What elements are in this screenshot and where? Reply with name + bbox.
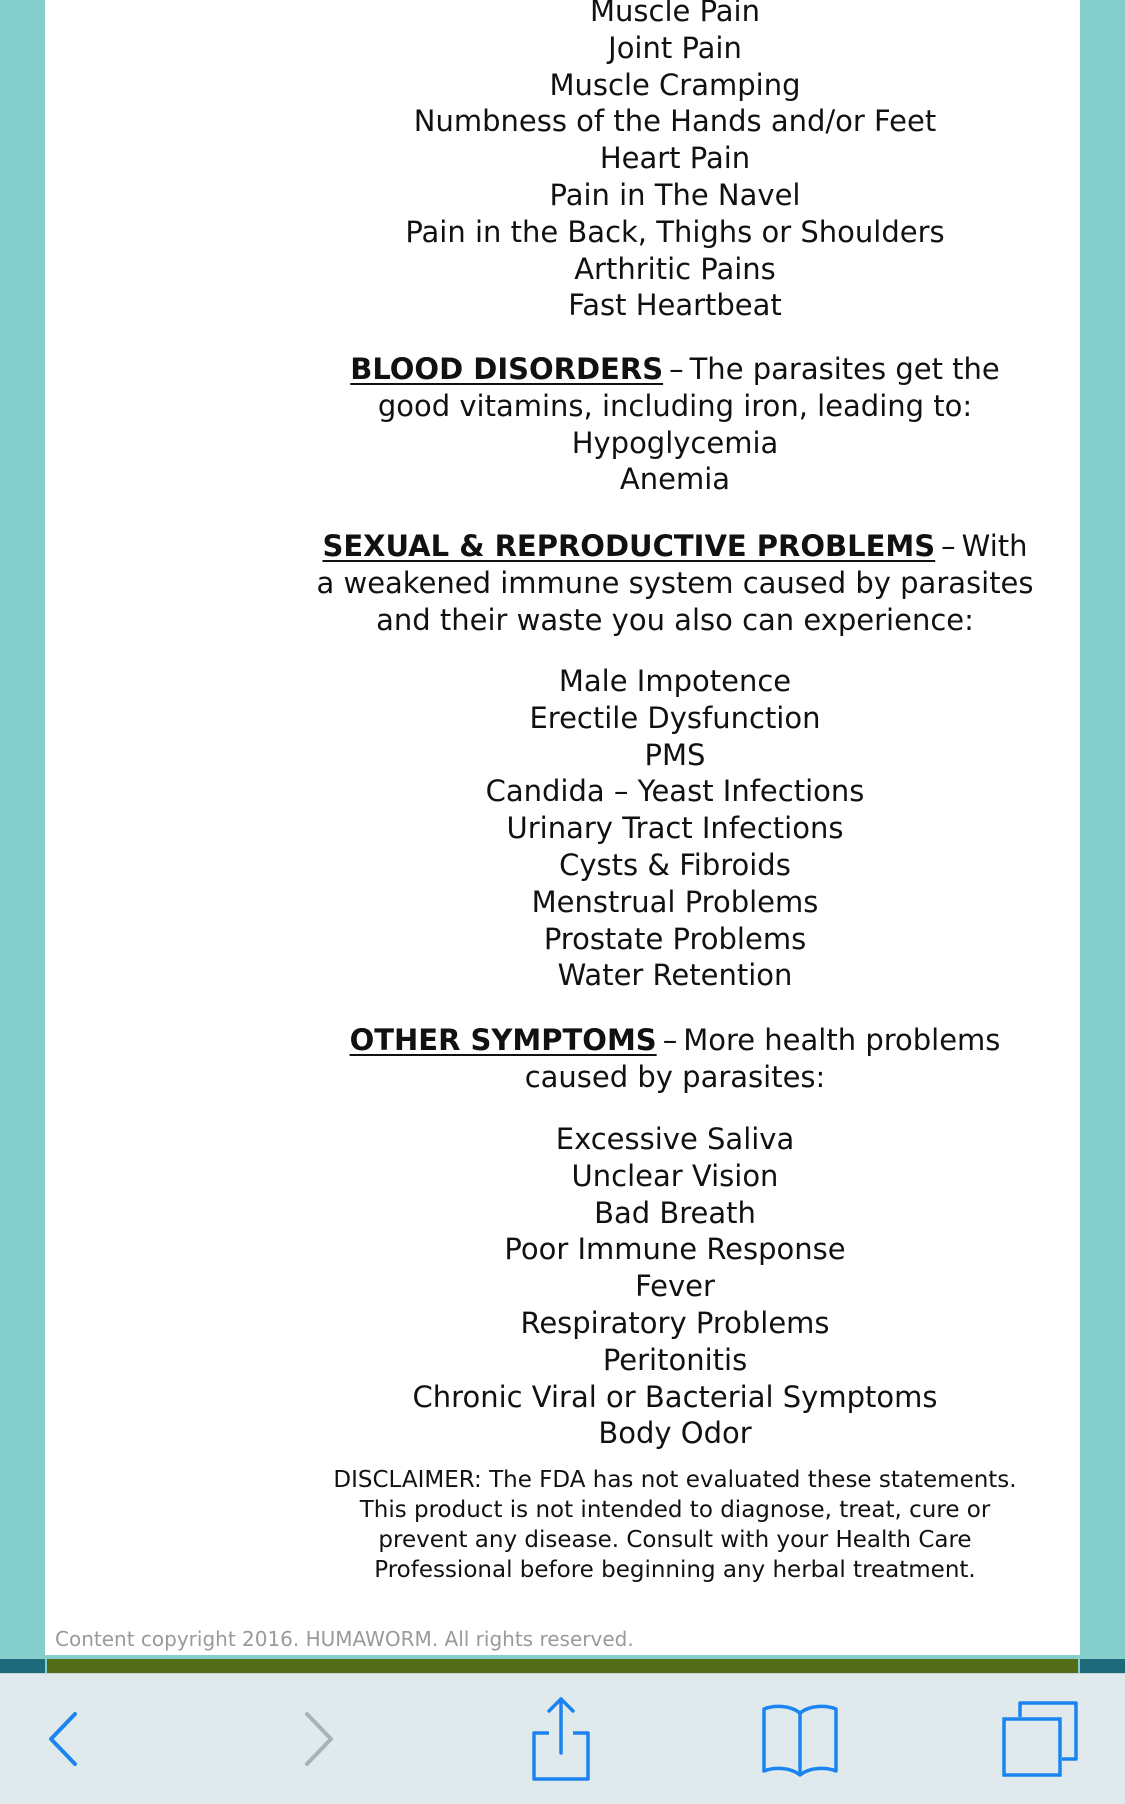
list-item: Cysts & Fibroids [559, 847, 791, 882]
intro-text: good vitamins, including iron, leading to: [377, 388, 973, 423]
intro-text: With [961, 529, 1028, 563]
disclaimer-line: prevent any disease. Consult with your Health Care [378, 1527, 972, 1553]
share-icon [529, 1695, 593, 1783]
intro-text: and their waste you also can experience: [376, 602, 974, 637]
disclaimer-line: Professional before beginning any herbal treatment. [374, 1557, 976, 1583]
share-button[interactable] [501, 1674, 621, 1804]
list-item: Body Odor [598, 1416, 752, 1451]
list-item: Fever [635, 1269, 715, 1304]
list-item: Bad Breath [594, 1195, 756, 1230]
footer-bar [47, 1659, 1078, 1673]
blood-disorders-section [270, 351, 1080, 498]
disclaimer-line: This product is not intended to diagnose, treat, cure or [359, 1497, 991, 1523]
other-symptoms-heading: OTHER SYMPTOMS [349, 1023, 657, 1057]
intro-text: More health problems [683, 1023, 1001, 1057]
list-item: Fast Heartbeat [568, 288, 782, 323]
list-item: Urinary Tract Infections [506, 811, 844, 846]
intro-text: a weakened immune system caused by parasites [316, 565, 1034, 600]
sexual-reproductive-list [270, 663, 1080, 994]
list-item: Candida – Yeast Infections [485, 774, 865, 809]
browser-toolbar [0, 1673, 1125, 1804]
list-item: Peritonitis [602, 1342, 748, 1377]
sexual-reproductive-heading: SEXUAL & REPRODUCTIVE PROBLEMS [322, 529, 936, 563]
list-item: Prostate Problems [543, 921, 807, 956]
tabs-button[interactable] [980, 1674, 1100, 1804]
intro-text: caused by parasites: [524, 1059, 826, 1094]
back-button[interactable] [5, 1674, 125, 1804]
footer-bar-left [0, 1659, 45, 1673]
forward-icon [297, 1709, 337, 1769]
list-item: Unclear Vision [571, 1158, 779, 1193]
disclaimer [270, 1465, 1080, 1585]
other-symptoms-list [270, 1121, 1080, 1452]
list-item: Hypoglycemia [571, 425, 779, 460]
list-item: Pain in The Navel [549, 177, 801, 212]
tabs-icon [1000, 1699, 1080, 1779]
list-item: Male Impotence [558, 664, 792, 698]
list-item: Anemia [619, 462, 731, 497]
forward-button[interactable] [257, 1674, 377, 1804]
list-item: Arthritic Pains [574, 251, 776, 286]
dash: – [941, 529, 956, 563]
blood-disorders-intro [270, 351, 1080, 388]
list-item: Menstrual Problems [531, 884, 819, 919]
intro-text: The parasites get the [689, 352, 1000, 386]
list-item: Muscle Pain [590, 0, 760, 28]
dash: – [669, 352, 684, 386]
disclaimer-line: DISCLAIMER: The FDA has not evaluated these statements. [333, 1467, 1017, 1493]
other-symptoms-section [270, 1022, 1080, 1096]
sexual-reproductive-intro [270, 528, 1080, 565]
bookmarks-button[interactable] [740, 1674, 860, 1804]
footer-bar-right [1080, 1659, 1125, 1673]
list-item: PMS [644, 737, 706, 772]
pain-symptoms-list [270, 0, 1080, 324]
list-item: Joint Pain [608, 30, 742, 65]
blood-disorders-heading: BLOOD DISORDERS [350, 352, 664, 386]
list-item: Erectile Dysfunction [529, 700, 821, 735]
other-symptoms-intro [270, 1022, 1080, 1059]
sexual-reproductive-section [270, 528, 1080, 638]
list-item: Respiratory Problems [520, 1305, 830, 1340]
list-item: Poor Immune Response [504, 1232, 846, 1267]
list-item: Heart Pain [599, 141, 751, 176]
list-item: Numbness of the Hands and/or Feet [413, 104, 937, 139]
copyright-notice: Content copyright 2016. HUMAWORM. All rights reserved. [55, 1627, 634, 1651]
bookmarks-icon [760, 1701, 840, 1777]
list-item: Chronic Viral or Bacterial Symptoms [412, 1379, 938, 1414]
dash: – [662, 1023, 678, 1057]
list-item: Muscle Cramping [549, 67, 801, 102]
list-item: Pain in the Back, Thighs or Shoulders [405, 214, 945, 249]
list-item: Water Retention [557, 958, 793, 993]
back-icon [45, 1709, 85, 1769]
list-item: Excessive Saliva [555, 1122, 795, 1156]
